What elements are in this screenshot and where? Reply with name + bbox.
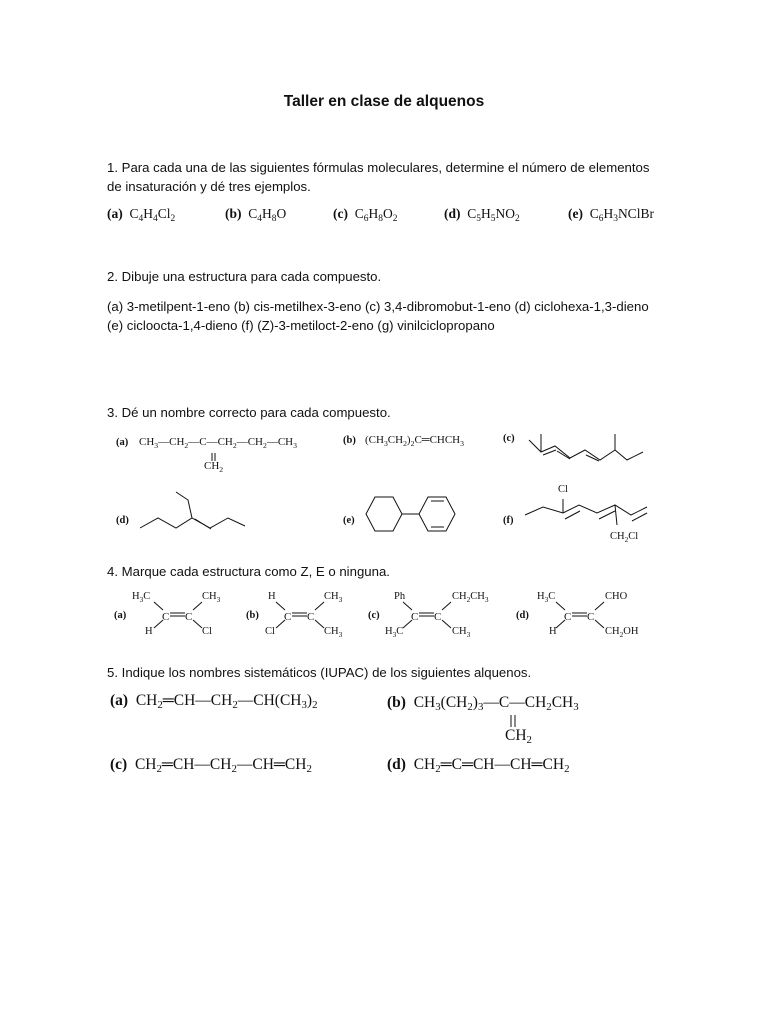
q1-item-a [107,206,175,222]
q3-label-b: (b) [343,435,356,446]
q4-top-right: CHO [605,591,628,602]
q1-formula: $C_4H_8O$ [248,206,287,224]
q5-b-double-bond [508,714,520,728]
q4-label: (d) [516,610,529,621]
q4-top-right: $CH_3$ [324,591,343,604]
q4-top-right: $CH_2CH_3$ [452,591,489,604]
q3-label-d: (d) [116,515,129,526]
svg-text:C: C [162,611,170,623]
svg-text:C: C [587,611,595,623]
q5-item-label: (b) [387,694,406,711]
q1-item-d [444,206,520,222]
q1-item-label: (d) [444,206,461,221]
q4-alkene-bonds [148,600,208,630]
q1-item-label: (b) [225,206,242,221]
svg-text:C: C [307,611,315,623]
q4-top-left: $H_3C$ [132,591,151,604]
svg-text:C: C [411,611,419,623]
q4-label: (b) [246,610,259,621]
q1-formula: $C_4H_4Cl_2$ [129,206,176,224]
q3-e-skeletal [365,495,465,535]
q5-item-d [387,756,569,774]
q1-formula: $C_6H_8O_2$ [354,206,398,224]
q5-item-b [387,694,579,712]
q3-f-cl: Cl [558,484,568,495]
q1-formula: $C_5H_5NO_2$ [467,206,520,224]
q4-alkene-bonds [397,600,457,630]
q4-bottom-left: H [145,626,153,637]
svg-text:C: C [434,611,442,623]
q3-a-sub: $CH_2$ [204,460,224,474]
q4-prompt: 4. Marque cada estructura como Z, E o ninguna. [107,564,390,579]
q3-label-e: (e) [343,515,355,526]
q2-prompt: 2. Dibuje una estructura para cada compuesto. [107,269,382,284]
q3-label-c: (c) [503,433,515,444]
q5-formula: $CH_2═C═CH—CH═CH_2$ [413,756,570,775]
q4-top-left: H [268,591,276,602]
q4-label: (a) [114,610,127,621]
q3-label-a: (a) [116,437,129,448]
q3-c-skeletal [525,430,650,470]
q4-bottom-right: $CH_3$ [452,626,471,639]
q4-alkene-bonds [270,600,330,630]
q3-f-ch2cl: $CH_2Cl$ [610,531,639,544]
q1-item-label: (a) [107,206,123,221]
q3-b-formula: $(CH_3CH_2)_2C═CHCH_3$ [365,434,464,448]
q5-item-label: (c) [110,756,128,773]
q1-item-b [225,206,286,222]
q4-label: (c) [368,610,380,621]
q4-bottom-right: $CH_3$ [324,626,343,639]
q1-item-label: (c) [333,206,348,221]
q3-f-skeletal [525,497,655,532]
svg-text:C: C [284,611,292,623]
page-title: Taller en clase de alquenos [283,93,485,110]
q4-bottom-left: $H_3C$ [385,626,404,639]
q1-formula: $C_6H_3NClBr$ [589,206,654,224]
q5-formula: $CH_3(CH_2)_3—C—CH_2CH_3$ [413,694,579,713]
q3-d-skeletal [140,490,260,535]
q1-item-label: (e) [568,206,583,221]
q4-top-right: $CH_3$ [202,591,221,604]
q5-b-sub: $CH_2$ [505,727,532,746]
q4-bottom-right: $CH_2OH$ [605,626,639,639]
q5-formula: $CH_2═CH—CH_2—CH(CH_3)_2$ [135,692,318,711]
q5-item-label: (a) [110,692,129,709]
q5-item-a [110,692,318,710]
svg-text:C: C [564,611,572,623]
q4-bottom-left: Cl [265,626,275,637]
q1-item-e [568,206,654,222]
q2-text: (a) 3-metilpent-1-eno (b) cis-metilhex-3-eno (c) 3,4-dibromobut-1-eno (d) ciclohexa-1,3-dieno (e) cicloocta-1,4-dieno (f) (Z)-3-metiloct-2-eno (g) vinilciclopropano [107,299,649,333]
q5-item-c [110,756,312,774]
q1-prompt: 1. Para cada una de las siguientes fórmulas moleculares, determine el número de elementos de insaturación y dé tres ejemplos. [107,160,650,194]
q5-formula: $CH_2═CH—CH_2—CH═CH_2$ [134,756,312,775]
q5-item-label: (d) [387,756,406,773]
q4-top-left: $H_3C$ [537,591,556,604]
q5-prompt: 5. Indique los nombres sistemáticos (IUPAC) de los siguientes alquenos. [107,665,532,680]
q4-top-left: Ph [394,591,406,602]
q4-alkene-bonds [550,600,610,630]
q1-item-c [333,206,397,222]
q3-a-chain: $CH_3—CH_2—C—CH_2—CH_2—CH_3$ [139,436,297,450]
svg-text:C: C [185,611,193,623]
q3-label-f: (f) [503,515,514,526]
q4-bottom-right: Cl [202,626,212,637]
q3-prompt: 3. Dé un nombre correcto para cada compuesto. [107,405,391,420]
q4-bottom-left: H [549,626,557,637]
